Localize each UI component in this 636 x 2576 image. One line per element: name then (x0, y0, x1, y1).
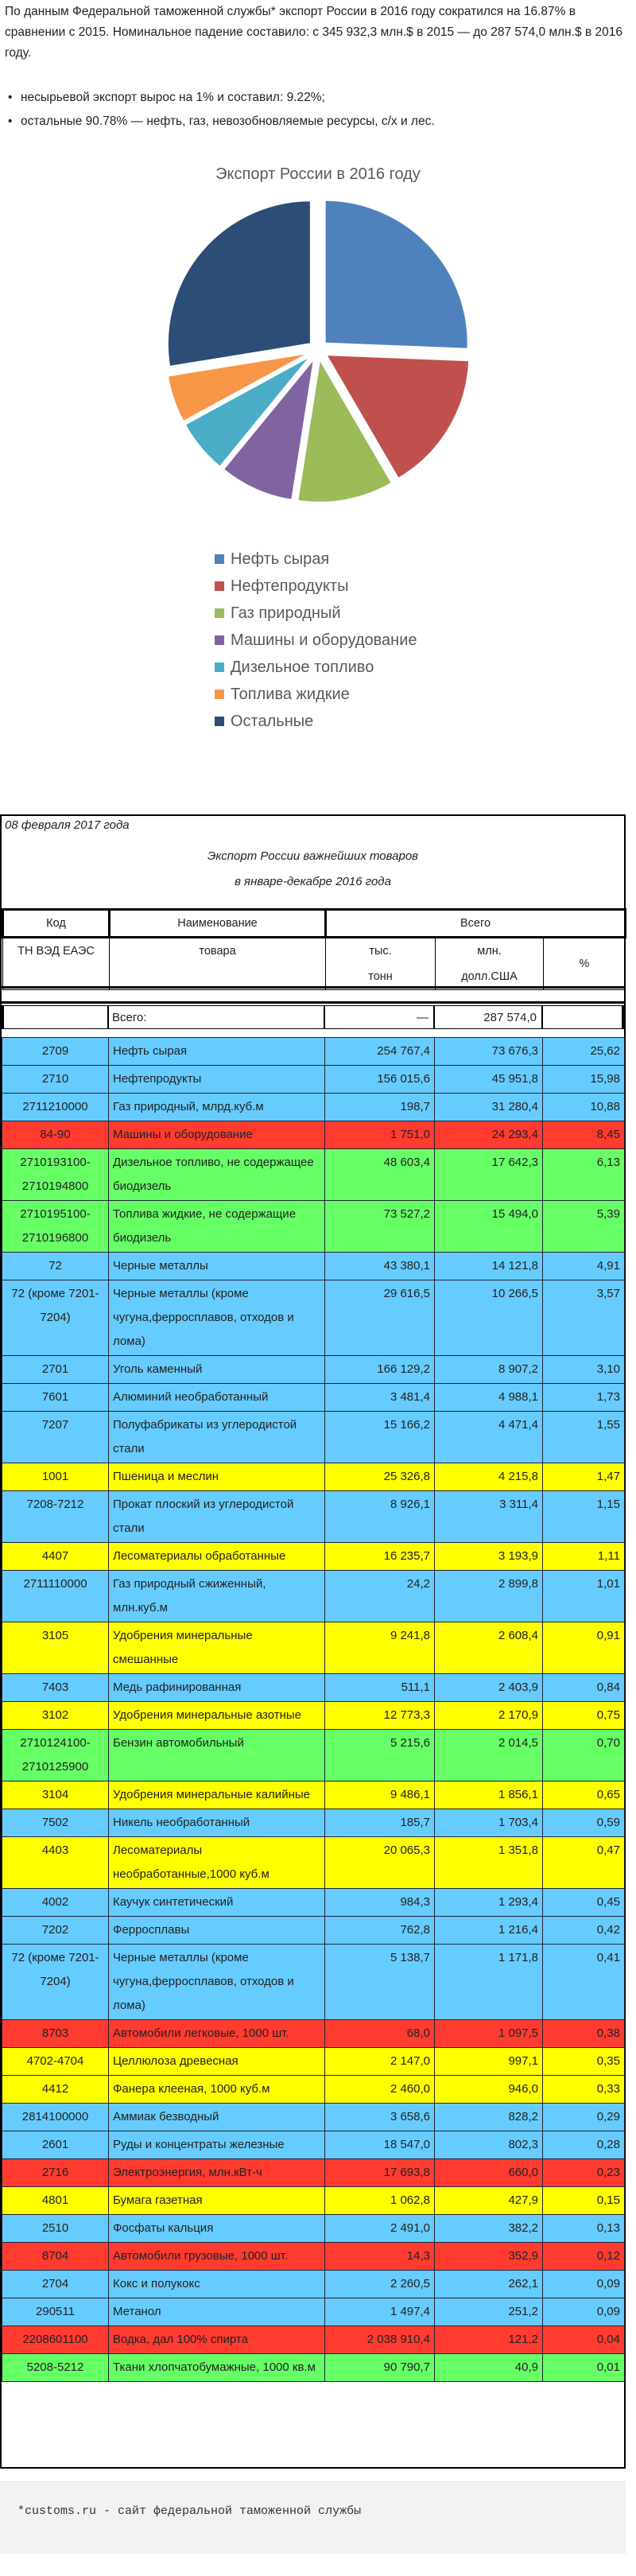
row-tons: 984,3 (325, 1889, 435, 1917)
table-row (2, 1149, 625, 1201)
row-name: Удобрения минеральные калийные (109, 1781, 325, 1809)
legend-label: Газ природный (231, 604, 341, 622)
legend-swatch (215, 717, 224, 726)
pie-slice (168, 200, 311, 367)
row-tons: 1 062,8 (325, 2187, 435, 2215)
row-pct: 0,13 (543, 2215, 625, 2243)
row-pct: 3,10 (543, 1356, 625, 1384)
row-name: Ферросплавы (109, 1917, 325, 1945)
bullet-item: • несырьевой экспорт вырос на 1% и составил: 9.22%; (5, 86, 625, 110)
table-row (2, 2048, 625, 2076)
table-row (2, 1201, 625, 1253)
header-name: Наименование (110, 910, 326, 938)
table-row (2, 2159, 625, 2187)
row-usd: 946,0 (435, 2076, 543, 2104)
row-usd: 4 988,1 (435, 1384, 543, 1412)
intro-paragraph: По данным Федеральной таможенной службы* экспорт России в 2016 году сократился на 16.87% в сравнении с 2015. Номинальное падение составило: с 345 932,3 млн.$ в 2015 — до 287 574,0 млн.$ в 2016 году. (5, 5, 622, 60)
table-row (2, 1837, 625, 1889)
row-tons: 43 380,1 (325, 1253, 435, 1280)
row-name: Каучук синтетический (109, 1889, 325, 1917)
row-code: 290511 (2, 2298, 109, 2326)
table-row (2, 1491, 625, 1543)
row-name: Нефтепродукты (109, 1066, 325, 1094)
table-row (2, 2104, 625, 2131)
row-code: 2710124100-2710125900 (2, 1730, 109, 1781)
row-tons: 185,7 (325, 1809, 435, 1837)
header-code-sub: ТН ВЭД ЕАЭС (3, 938, 110, 965)
row-tons: 3 481,4 (325, 1384, 435, 1412)
row-name: Пшеница и меслин (109, 1463, 325, 1491)
table-row (2, 1066, 625, 1094)
row-tons: 254 767,4 (325, 1038, 435, 1066)
total-row (2, 1005, 624, 1029)
row-name: Водка, дал 100% спирта (109, 2326, 325, 2354)
table-row (2, 1384, 625, 1412)
row-name: Автомобили легковые, 1000 шт. (109, 2020, 325, 2048)
legend-item (215, 627, 417, 654)
row-usd: 427,9 (435, 2187, 543, 2215)
intro-block (5, 2, 631, 64)
row-name: Алюминий необработанный (109, 1384, 325, 1412)
legend-label: Машины и оборудование (231, 631, 417, 649)
row-pct: 0,38 (543, 2020, 625, 2048)
total-dash: — (324, 1005, 434, 1029)
row-tons: 25 326,8 (325, 1463, 435, 1491)
row-tons: 1 751,0 (325, 1121, 435, 1149)
row-name: Удобрения минеральные смешанные (109, 1622, 325, 1674)
row-code: 5208-5212 (2, 2354, 109, 2382)
legend-item (215, 708, 417, 735)
row-usd: 352,9 (435, 2243, 543, 2271)
row-pct: 0,33 (543, 2076, 625, 2104)
row-usd: 8 907,2 (435, 1356, 543, 1384)
row-name: Аммиак безводный (109, 2104, 325, 2131)
row-usd: 2 170,9 (435, 1702, 543, 1730)
row-pct: 25,62 (543, 1038, 625, 1066)
table-row (2, 1253, 625, 1280)
row-name: Фосфаты кальция (109, 2215, 325, 2243)
row-tons: 20 065,3 (325, 1837, 435, 1889)
row-code: 72 (2, 1253, 109, 1280)
row-name: Бумага газетная (109, 2187, 325, 2215)
row-name: Бензин автомобильный (109, 1730, 325, 1781)
table-row (2, 2187, 625, 2215)
row-usd: 382,2 (435, 2215, 543, 2243)
table-row (2, 1121, 625, 1149)
row-pct: 0,12 (543, 2243, 625, 2271)
row-usd: 40,9 (435, 2354, 543, 2382)
row-usd: 828,2 (435, 2104, 543, 2131)
row-usd: 73 676,3 (435, 1038, 543, 1066)
row-name: Кокс и полукокс (109, 2271, 325, 2298)
table-title: Экспорт России важнейших товаров (207, 849, 419, 863)
row-pct: 10,88 (543, 1094, 625, 1121)
row-tons: 17 693,8 (325, 2159, 435, 2187)
source-footer (0, 2481, 626, 2554)
table-row (2, 1674, 625, 1702)
row-code: 3104 (2, 1781, 109, 1809)
table-subtitle: в январе-декабре 2016 года (235, 875, 391, 888)
legend-swatch (215, 608, 224, 618)
row-tons: 511,1 (325, 1674, 435, 1702)
row-usd: 802,3 (435, 2131, 543, 2159)
row-tons: 2 038 910,4 (325, 2326, 435, 2354)
table-row (2, 2076, 625, 2104)
row-usd: 10 266,5 (435, 1280, 543, 1356)
row-pct: 0,70 (543, 1730, 625, 1781)
row-usd: 1 703,4 (435, 1809, 543, 1837)
row-name: Метанол (109, 2298, 325, 2326)
row-name: Лесоматериалы необработанные,1000 куб.м (109, 1837, 325, 1889)
row-usd: 45 951,8 (435, 1066, 543, 1094)
row-code: 2710193100-2710194800 (2, 1149, 109, 1201)
table-row (2, 1945, 625, 2020)
document-date: 08 февраля 2017 года (5, 818, 130, 832)
row-tons: 73 527,2 (325, 1201, 435, 1253)
row-name: Электроэнергия, млн.кВт-ч (109, 2159, 325, 2187)
row-tons: 2 260,5 (325, 2271, 435, 2298)
row-pct: 0,35 (543, 2048, 625, 2076)
row-code: 4801 (2, 2187, 109, 2215)
row-code: 3105 (2, 1622, 109, 1674)
row-usd: 2 899,8 (435, 1571, 543, 1622)
row-code: 2704 (2, 2271, 109, 2298)
row-code: 2711210000 (2, 1094, 109, 1121)
table-row (2, 2020, 625, 2048)
row-pct: 1,11 (543, 1543, 625, 1571)
row-pct: 0,47 (543, 1837, 625, 1889)
pie-svg (159, 191, 477, 557)
row-code: 3102 (2, 1702, 109, 1730)
row-code: 84-90 (2, 1121, 109, 1149)
table-row (2, 2326, 625, 2354)
row-code: 2208601100 (2, 2326, 109, 2354)
row-name: Удобрения минеральные азотные (109, 1702, 325, 1730)
row-tons: 198,7 (325, 1094, 435, 1121)
row-name: Никель необработанный (109, 1809, 325, 1837)
table-row (2, 1543, 625, 1571)
legend-swatch (215, 662, 224, 672)
row-pct: 0,84 (543, 1674, 625, 1702)
table-row (2, 1889, 625, 1917)
legend-label: Нефть сырая (231, 550, 330, 568)
table-row (2, 1463, 625, 1491)
row-name: Топлива жидкие, не содержащие биодизель (109, 1201, 325, 1253)
row-tons: 1 497,4 (325, 2298, 435, 2326)
row-usd: 1 171,8 (435, 1945, 543, 2020)
row-tons: 16 235,7 (325, 1543, 435, 1571)
total-usd: 287 574,0 (434, 1005, 542, 1029)
row-tons: 8 926,1 (325, 1491, 435, 1543)
row-name: Черные металлы (кроме чугуна,ферросплавов, отходов и лома) (109, 1280, 325, 1356)
row-code: 2711110000 (2, 1571, 109, 1622)
row-code: 2814100000 (2, 2104, 109, 2131)
row-code: 2716 (2, 2159, 109, 2187)
row-name: Лесоматериалы обработанные (109, 1543, 325, 1571)
table-row (2, 1809, 625, 1837)
table-row (2, 2354, 625, 2382)
row-usd: 3 311,4 (435, 1491, 543, 1543)
row-usd: 2 608,4 (435, 1622, 543, 1674)
row-pct: 8,45 (543, 1121, 625, 1149)
row-pct: 0,45 (543, 1889, 625, 1917)
table-row (2, 1917, 625, 1945)
legend-swatch (215, 554, 224, 564)
header-name-sub: товара (110, 938, 326, 965)
row-usd: 251,2 (435, 2298, 543, 2326)
row-pct: 1,55 (543, 1412, 625, 1463)
legend-item (215, 546, 417, 573)
row-usd: 1 856,1 (435, 1781, 543, 1809)
row-pct: 15,98 (543, 1066, 625, 1094)
row-pct: 1,01 (543, 1571, 625, 1622)
row-code: 2710 (2, 1066, 109, 1094)
header-pct: % (544, 938, 626, 990)
table-row (2, 1094, 625, 1121)
row-tons: 9 486,1 (325, 1781, 435, 1809)
row-pct: 4,91 (543, 1253, 625, 1280)
row-usd: 2 014,5 (435, 1730, 543, 1781)
row-pct: 0,15 (543, 2187, 625, 2215)
legend-item (215, 600, 417, 627)
row-usd: 262,1 (435, 2271, 543, 2298)
table-row (2, 1571, 625, 1622)
row-tons: 2 460,0 (325, 2076, 435, 2104)
row-usd: 997,1 (435, 2048, 543, 2076)
row-code: 7208-7212 (2, 1491, 109, 1543)
row-pct: 0,23 (543, 2159, 625, 2187)
table-row (2, 2298, 625, 2326)
row-tons: 12 773,3 (325, 1702, 435, 1730)
row-usd: 24 293,4 (435, 1121, 543, 1149)
row-tons: 15 166,2 (325, 1412, 435, 1463)
header-tons: тыс. (326, 938, 436, 965)
row-usd: 660,0 (435, 2159, 543, 2187)
row-tons: 762,8 (325, 1917, 435, 1945)
row-pct: 0,91 (543, 1622, 625, 1674)
row-code: 7207 (2, 1412, 109, 1463)
row-tons: 2 147,0 (325, 2048, 435, 2076)
table-row (2, 1781, 625, 1809)
row-pct: 3,57 (543, 1280, 625, 1356)
row-code: 72 (кроме 7201-7204) (2, 1280, 109, 1356)
table-row (2, 2215, 625, 2243)
table-row (2, 1412, 625, 1463)
header-usd-sub: долл.США (436, 964, 544, 990)
row-pct: 1,47 (543, 1463, 625, 1491)
row-code: 4403 (2, 1837, 109, 1889)
row-pct: 1,15 (543, 1491, 625, 1543)
row-code: 1001 (2, 1463, 109, 1491)
row-pct: 0,59 (543, 1809, 625, 1837)
table-row (2, 1730, 625, 1781)
row-code: 2701 (2, 1356, 109, 1384)
export-table (0, 814, 626, 2469)
row-code: 8704 (2, 2243, 109, 2271)
header-total: Всего (326, 910, 626, 938)
table-row (2, 2131, 625, 2159)
row-tons: 18 547,0 (325, 2131, 435, 2159)
row-pct: 0,65 (543, 1781, 625, 1809)
row-pct: 5,39 (543, 1201, 625, 1253)
row-code: 2709 (2, 1038, 109, 1066)
row-pct: 0,09 (543, 2298, 625, 2326)
row-pct: 0,09 (543, 2271, 625, 2298)
row-usd: 15 494,0 (435, 1201, 543, 1253)
row-tons: 24,2 (325, 1571, 435, 1622)
row-usd: 2 403,9 (435, 1674, 543, 1702)
legend-label: Дизельное топливо (231, 659, 374, 676)
row-code: 8703 (2, 2020, 109, 2048)
row-code: 4407 (2, 1543, 109, 1571)
row-tons: 2 491,0 (325, 2215, 435, 2243)
row-name: Машины и оборудование (109, 1121, 325, 1149)
total-label: Всего: (108, 1005, 324, 1029)
header-code: Код (3, 910, 110, 938)
row-code: 7502 (2, 1809, 109, 1837)
row-usd: 1 097,5 (435, 2020, 543, 2048)
row-usd: 4 215,8 (435, 1463, 543, 1491)
row-tons: 29 616,5 (325, 1280, 435, 1356)
export-pie-chart (159, 159, 477, 748)
row-tons: 5 215,6 (325, 1730, 435, 1781)
row-usd: 31 280,4 (435, 1094, 543, 1121)
row-name: Дизельное топливо, не содержащее биодизель (109, 1149, 325, 1201)
row-code: 2710195100-2710196800 (2, 1201, 109, 1253)
row-code: 7202 (2, 1917, 109, 1945)
row-name: Газ природный, млрд.куб.м (109, 1094, 325, 1121)
row-tons: 48 603,4 (325, 1149, 435, 1201)
row-name: Целлюлоза древесная (109, 2048, 325, 2076)
row-tons: 68,0 (325, 2020, 435, 2048)
pie-slice (325, 200, 468, 349)
row-name: Черные металлы (109, 1253, 325, 1280)
table-header (2, 908, 626, 990)
row-tons: 90 790,7 (325, 2354, 435, 2382)
legend-item (215, 654, 417, 681)
row-code: 2510 (2, 2215, 109, 2243)
row-code: 72 (кроме 7201-7204) (2, 1945, 109, 2020)
header-usd: млн. (436, 938, 544, 965)
source-note: *customs.ru - сайт федеральной таможенной службы (17, 2504, 362, 2518)
row-tons: 5 138,7 (325, 1945, 435, 2020)
row-pct: 0,28 (543, 2131, 625, 2159)
legend-swatch (215, 690, 224, 699)
legend-swatch (215, 635, 224, 645)
row-pct: 0,42 (543, 1917, 625, 1945)
legend-swatch (215, 581, 224, 591)
row-code: 7601 (2, 1384, 109, 1412)
row-tons: 166 129,2 (325, 1356, 435, 1384)
legend-item (215, 573, 417, 600)
table-row (2, 1356, 625, 1384)
row-name: Фанера клееная, 1000 куб.м (109, 2076, 325, 2104)
row-usd: 14 121,8 (435, 1253, 543, 1280)
row-pct: 6,13 (543, 1149, 625, 1201)
row-usd: 4 471,4 (435, 1412, 543, 1463)
row-name: Прокат плоский из углеродистой стали (109, 1491, 325, 1543)
row-pct: 0,04 (543, 2326, 625, 2354)
header-tons-sub: тонн (326, 964, 436, 990)
table-row (2, 1702, 625, 1730)
row-usd: 17 642,3 (435, 1149, 543, 1201)
legend-label: Нефтепродукты (231, 577, 349, 595)
row-pct: 1,73 (543, 1384, 625, 1412)
row-usd: 1 293,4 (435, 1889, 543, 1917)
row-name: Полуфабрикаты из углеродистой стали (109, 1412, 325, 1463)
table-row (2, 2271, 625, 2298)
table-row (2, 1622, 625, 1674)
row-name: Нефть сырая (109, 1038, 325, 1066)
row-pct: 0,01 (543, 2354, 625, 2382)
row-name: Ткани хлопчатобумажные, 1000 кв.м (109, 2354, 325, 2382)
row-name: Уголь каменный (109, 1356, 325, 1384)
row-tons: 9 241,8 (325, 1622, 435, 1674)
row-usd: 1 351,8 (435, 1837, 543, 1889)
table-row (2, 2243, 625, 2271)
chart-legend (215, 546, 417, 735)
row-name: Черные металлы (кроме чугуна,ферросплавов, отходов и лома) (109, 1945, 325, 2020)
data-table (2, 1037, 625, 2382)
table-row (2, 1038, 625, 1066)
row-usd: 3 193,9 (435, 1543, 543, 1571)
row-name: Автомобили грузовые, 1000 шт. (109, 2243, 325, 2271)
row-tons: 156 015,6 (325, 1066, 435, 1094)
legend-label: Топлива жидкие (231, 686, 350, 703)
row-code: 4002 (2, 1889, 109, 1917)
row-name: Руды и концентраты железные (109, 2131, 325, 2159)
table-row (2, 1280, 625, 1356)
row-code: 2601 (2, 2131, 109, 2159)
bullet-item: • остальные 90.78% — нефть, газ, невозобновляемые ресурсы, с/х и лес. (5, 110, 625, 134)
row-name: Газ природный сжиженный, млн.куб.м (109, 1571, 325, 1622)
row-tons: 3 658,6 (325, 2104, 435, 2131)
legend-item (215, 681, 417, 708)
intro-bullets (5, 86, 625, 134)
row-code: 4412 (2, 2076, 109, 2104)
row-pct: 0,29 (543, 2104, 625, 2131)
row-name: Медь рафинированная (109, 1674, 325, 1702)
row-code: 7403 (2, 1674, 109, 1702)
row-tons: 14,3 (325, 2243, 435, 2271)
legend-label: Остальные (231, 713, 314, 730)
row-pct: 0,75 (543, 1702, 625, 1730)
row-pct: 0,41 (543, 1945, 625, 2020)
chart-title: Экспорт России в 2016 году (215, 165, 421, 183)
row-code: 4702-4704 (2, 2048, 109, 2076)
row-usd: 1 216,4 (435, 1917, 543, 1945)
row-usd: 121,2 (435, 2326, 543, 2354)
